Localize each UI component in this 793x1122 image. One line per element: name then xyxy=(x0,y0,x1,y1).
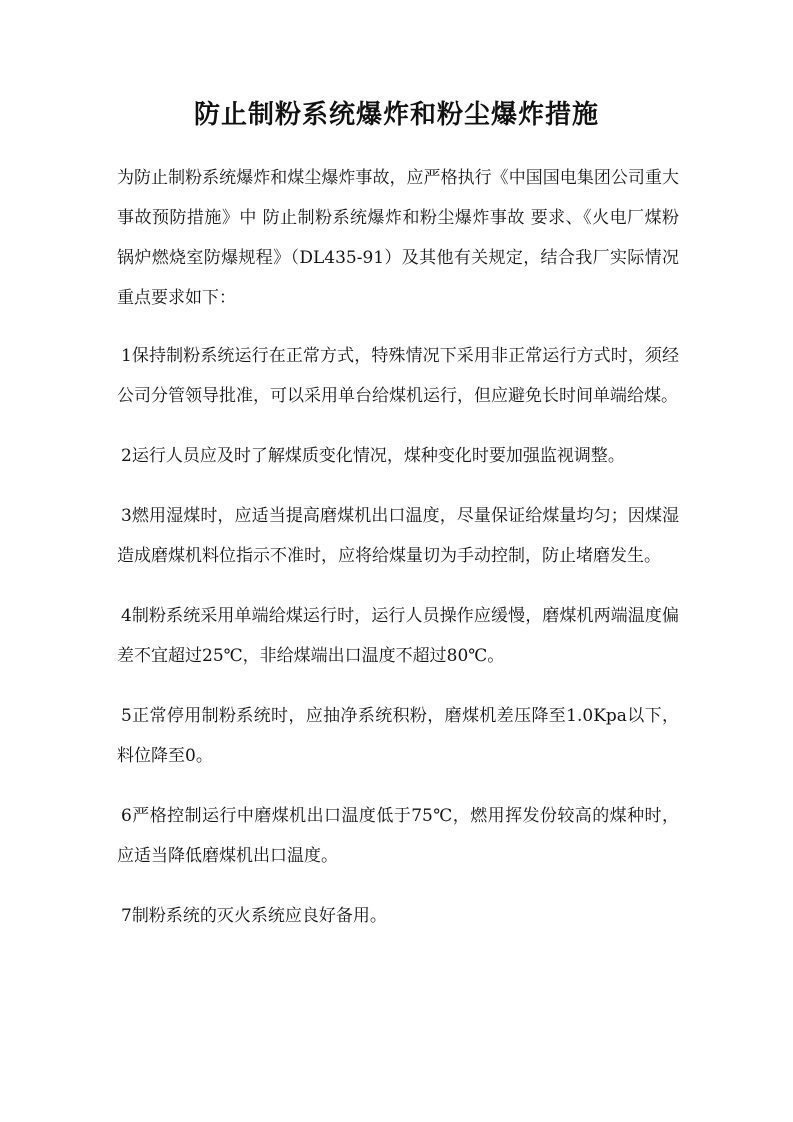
item-1-number: 1 xyxy=(121,346,132,366)
document-title: 防止制粉系统爆炸和粉尘爆炸措施 xyxy=(193,100,599,130)
item-3-text: 燃用湿煤时，应适当提高磨煤机出口温度，尽量保证给煤量均匀；因煤湿造成磨煤机料位指示不准时，应将给煤量切为手动控制，防止堵磨发生。 xyxy=(117,506,679,566)
intro-paragraph: 为防止制粉系统爆炸和煤尘爆炸事故，应严格执行《中国国电集团公司重大事故预防措施》中 防止制粉系统爆炸和粉尘爆炸事故 要求、《火电厂煤粉锅炉燃烧室防爆规程》（DL435-91）及其他有关规定，结合我厂实际情况重点要求如下： xyxy=(117,168,679,308)
item-7-paragraph xyxy=(117,896,679,936)
item-1-text: 保持制粉系统运行在正常方式，特殊情况下采用非正常运行方式时，须经公司分管领导批准，可以采用单台给煤机运行，但应避免长时间单端给煤。 xyxy=(117,346,679,406)
item-1-paragraph xyxy=(117,336,679,416)
item-6-text: 严格控制运行中磨煤机出口温度低于75℃，燃用挥发份较高的煤种时，应适当降低磨煤机出口温度。 xyxy=(117,806,679,866)
item-2-paragraph xyxy=(117,436,679,476)
item-3-paragraph xyxy=(117,496,679,576)
item-2-number: 2 xyxy=(121,446,132,466)
item-2-text: 运行人员应及时了解煤质变化情况，煤种变化时要加强监视调整。 xyxy=(131,446,625,466)
item-4-text: 制粉系统采用单端给煤运行时，运行人员操作应缓慢，磨煤机两端温度偏差不宜超过25℃，非给煤端出口温度不超过80℃。 xyxy=(117,606,679,666)
item-6-number: 6 xyxy=(121,806,132,826)
document-body xyxy=(117,158,679,956)
item-5-paragraph xyxy=(117,696,679,776)
item-7-text: 制粉系统的灭火系统应良好备用。 xyxy=(131,906,387,926)
item-3-number: 3 xyxy=(121,506,132,526)
item-4-number: 4 xyxy=(121,606,132,626)
item-6-paragraph xyxy=(117,796,679,876)
item-4-paragraph xyxy=(117,596,679,676)
item-5-number: 5 xyxy=(121,706,132,726)
item-5-text: 正常停用制粉系统时，应抽净系统积粉，磨煤机差压降至1.0Kpa以下，料位降至0。 xyxy=(117,706,679,766)
item-7-number: 7 xyxy=(121,906,132,926)
